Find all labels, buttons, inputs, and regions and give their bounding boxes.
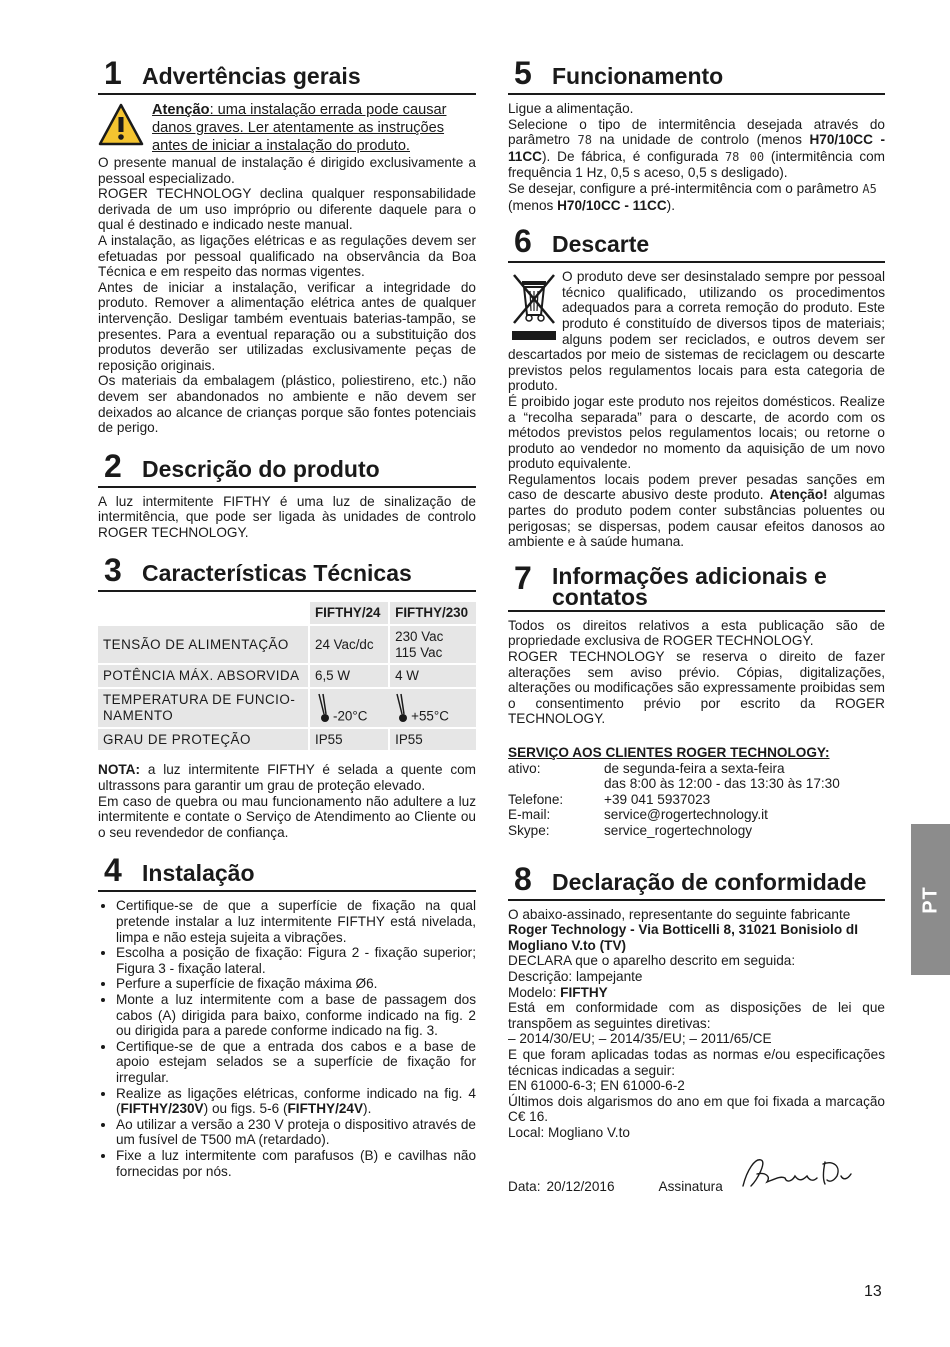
thermometer-high-icon (393, 692, 407, 724)
section-number: 4 (104, 852, 122, 889)
text: Regulamentos locais podem prever pesadas sanções em caso de descarte abusivo deste produto. (508, 471, 885, 503)
min-temperature: -20°C (333, 708, 368, 724)
cell-value: 24 Vac/dc (308, 626, 388, 663)
paragraph: Em caso de quebra ou mau funcionamento não adultere a luz intermitente e contate o Serviço de Atendimento ao Cliente ou o seu revendedor de confiança. (98, 793, 476, 840)
paragraph: DECLARA que o aparelho descrito em seguida: (508, 953, 796, 969)
paragraph: Antes de iniciar a instalação, verificar a integridade do produto. Remover a alimentação elétrica antes de qualquer intervenção. Desligar também eventuais baterias-tampão, se presentes. Para a eventual reparação ou a substituição dos produtos deverão ser utilizadas exclusivamente peças de reposição originais. (98, 279, 476, 373)
contact-key: ativo: (508, 760, 541, 776)
signature-row (508, 1150, 885, 1194)
section-6-heading (508, 223, 885, 263)
table-row (98, 665, 476, 687)
model-bold: H70/10CC - 11CC (557, 197, 667, 213)
section-title: Informações adicionais e contatos (552, 562, 827, 610)
phone-number: +39 041 5937023 (604, 791, 711, 807)
list-item (116, 1086, 476, 1117)
paragraph: O presente manual de instalação é dirigido exclusivamente a pessoal especializado. (98, 155, 476, 186)
contact-value: de segunda-feira a sexta-feira (604, 760, 785, 776)
text: ). (363, 1101, 372, 1117)
list-item: • Ao utilizar a versão a 230 V proteja o dispositivo através de um fusível de T500 mA (retardado). (116, 1117, 476, 1148)
warning-block (98, 101, 476, 155)
list-item: • Monte a luz intermitente com a base de passagem dos cabos (A) dirigida para baixo, conforme indicado na fig. 2 ou dirigida para a parede conforme indicado na fig. 3. (116, 992, 476, 1039)
text: Modelo: (508, 984, 561, 1000)
signature-label: Assinatura (658, 1178, 723, 1194)
cell-value: IP55 (388, 729, 476, 751)
section-number: 8 (514, 860, 532, 897)
section-number: 7 (514, 559, 532, 596)
table-row (98, 626, 476, 663)
section-title: Instalação (142, 860, 255, 887)
service-title: SERVIÇO AOS CLIENTES ROGER TECHNOLOGY: (508, 745, 830, 760)
model-bold: FIFTHY/24V (287, 1101, 364, 1117)
paragraph: Descrição: lampejante (508, 968, 643, 984)
paragraph: O abaixo-assinado, representante do seguinte fabricante (508, 906, 851, 922)
paragraph: E que foram aplicadas todas as normas e/ou especificações técnicas indicadas a seguir: (508, 1046, 885, 1078)
installation-list (98, 898, 476, 1179)
table-header-row (98, 602, 476, 624)
text: ). De fábrica, é configurada (542, 148, 719, 164)
thermometer-low-icon (315, 692, 329, 724)
warning-icon (98, 101, 144, 149)
text: Selecione o tipo de intermitência desejada através do parâmetro (508, 116, 885, 148)
list-item: • Certifique-se de que a entrada dos cabos e a base de apoio estejam selados se a superfície de fixação for irregular. (116, 1039, 476, 1086)
note (98, 762, 476, 793)
paragraph: Ligue a alimentação. (508, 101, 634, 116)
warning-text (152, 101, 476, 155)
paragraph: A luz intermitente FIFTHY é uma luz de sinalização de intermitência, que pode ser ligada às unidades de controlo ROGER TECHNOLOGY. (98, 493, 476, 540)
paragraph: Local: Mogliano V.to (508, 1124, 630, 1140)
paragraph: O produto deve ser desinstalado sempre por pessoal técnico qualificado, utilizando os procedimentos adequados para a correta remoção do produto. Este produto é constituído de diversos tipos de materiais; alguns podem ser reciclados, e outros devem ser descartados por meio de sistemas de reciclagem ou descarte previstos pelos regulamentos locais para esta categoria de produto. (508, 269, 885, 394)
model-bold: H70/10CC - 11CC (508, 132, 885, 164)
model-bold: FIFTHY/230V (120, 1101, 204, 1117)
paragraph: Está em conformidade com as disposições de lei que transpõem as seguintes diretivas: (508, 1000, 885, 1031)
text: (intermitência com frequência 1 Hz, 0,5 s aceso, 0,5 s desligado). (508, 148, 886, 181)
note-label: NOTA: (98, 762, 141, 778)
cell-value: 6,5 W (308, 665, 388, 687)
cell-value: 4 W (388, 665, 476, 687)
left-column (98, 55, 476, 1179)
section-number: 1 (104, 55, 122, 91)
language-code: PT (919, 885, 941, 914)
contact-key (508, 776, 604, 792)
cell-line: 230 Vac (395, 629, 444, 645)
contact-value: das 8:00 às 12:00 - das 13:30 às 17:30 (604, 776, 840, 792)
section-title: Descrição do produto (142, 455, 380, 482)
paragraph (508, 181, 885, 213)
handwritten-signature (737, 1150, 857, 1194)
paragraph: Todos os direitos relativos a esta publicação são de propriedade exclusiva de ROGER TECHNOLOGY. (508, 617, 885, 649)
text: algumas partes do produto podem conter substâncias poluentes ou perigosas; se dispersas, podem causar efeitos danosos ao ambiente e à saúde humana. (508, 487, 885, 550)
cell-value: IP55 (308, 729, 388, 751)
cell-value (388, 689, 476, 727)
disposal-block (508, 269, 885, 394)
parameter-code: 78 (577, 133, 592, 148)
warning-bold: Atenção (152, 102, 210, 118)
list-item: • Certifique-se de que a superfície de fixação na qual pretende instalar a luz intermitente FIFTHY está nivelada, limpa e não esteja sujeita a vibrações. (116, 898, 476, 945)
section-1-heading (98, 55, 476, 95)
list-item: • Perfure a superfície de fixação máxima Ø6. (116, 976, 476, 992)
section-number: 3 (104, 552, 122, 589)
text: Realize as ligações elétricas, conforme indicado na fig. 4 ( (116, 1085, 476, 1117)
paragraph (508, 985, 885, 1001)
row-label: TENSÃO DE ALIMENTAÇÃO (98, 626, 308, 663)
cell-line: 115 Vac (395, 644, 443, 660)
paragraph: ROGER TECHNOLOGY declina qualquer responsabilidade derivada de um uso impróprio ou diferente daquele para o qual é destinado e indicado neste manual. (98, 186, 476, 233)
section-5-heading (508, 55, 885, 95)
section-title: Funcionamento (552, 63, 724, 89)
section-3-heading (98, 552, 476, 592)
model-bold: FIFTHY (560, 984, 608, 1000)
paragraph: Os materiais da embalagem (plástico, poliestireno, etc.) não devem ser abandonados no ambiente e não devem ser deixados ao alcance de crianças porque são fontes potenciais de perigo. (98, 373, 476, 436)
note-text: a luz intermitente FIFTHY é selada a quente com ultrassons para garantir um grau de proteção elevado. (98, 762, 476, 794)
paragraph: A instalação, as ligações elétricas e as regulações devem ser efetuadas por pessoal qualificado na observância da Boa Técnica e em respeito das normas vigentes. (98, 232, 476, 280)
service-contacts (508, 761, 885, 839)
text: ). (666, 197, 675, 213)
section-title: Características Técnicas (142, 560, 412, 587)
contact-key: Telefone: (508, 791, 564, 807)
paragraph: ROGER TECHNOLOGY se reserva o direito de fazer alterações sem aviso prévio. Cópias, digitalizações, alterações ou modificações são expressamente proibidas sem o consentimento prévio por escrito da ROGER TECHNOLOGY. (508, 649, 885, 727)
table-row (98, 729, 476, 751)
text: na unidade de controlo (menos (599, 132, 802, 148)
parameter-value: 78 00 (724, 149, 765, 164)
warning-rest: : uma instalação errada pode causar danos graves. Ler atentamente as instruções antes de iniciar a instalação do produto. (152, 102, 447, 154)
date-value: 20/12/2016 (546, 1178, 615, 1194)
column-header: FIFTHY/230 (388, 602, 476, 624)
text: Se desejar, configure a pré-intermitência com o parâmetro (508, 180, 859, 196)
text: ) ou figs. 5-6 ( (203, 1101, 288, 1117)
row-label: POTÊNCIA MÁX. ABSORVIDA (98, 665, 308, 687)
table-row (98, 689, 476, 727)
paragraph: Últimos dois algarismos do ano em que foi fixada a marcação C€ 16. (508, 1093, 885, 1125)
cell-value (388, 626, 476, 663)
paragraph: – 2014/30/EU; – 2014/35/EU; – 2011/65/CE (508, 1031, 772, 1047)
contact-key: Skype: (508, 822, 550, 838)
paragraph (508, 117, 885, 181)
max-temperature: +55°C (411, 708, 449, 724)
paragraph: É proibido jogar este produto nos rejeitos domésticos. Realize a “recolha separada” para o descarte, de acordo com os métodos previstos pelos regulamentos locais; ou retorne o produto ao vendedor no momento da aquisição de um novo produto equivalente. (508, 393, 885, 472)
page-number: 13 (864, 1283, 882, 1300)
section-number: 5 (514, 55, 532, 91)
column-header: FIFTHY/24 (308, 602, 388, 624)
specs-table (98, 600, 476, 752)
section-title: Descarte (552, 231, 650, 258)
section-title: Declaração de conformidade (552, 868, 867, 895)
parameter-code: A5 (862, 181, 877, 196)
list-item: • Fixe a luz intermitente com parafusos (B) e cavilhas não fornecidas por nós. (116, 1148, 476, 1179)
section-7-heading (508, 560, 885, 612)
text: (menos (508, 197, 554, 213)
paragraph (508, 472, 885, 550)
attention-bold: Atenção! (769, 487, 828, 503)
section-8-heading (508, 861, 885, 901)
row-label: TEMPERATURA DE FUNCIO-NAMENTO (98, 689, 308, 727)
cell-value (308, 689, 388, 727)
language-tab (911, 824, 950, 975)
email-address: service@rogertechnology.it (604, 807, 768, 823)
section-2-heading (98, 448, 476, 488)
contact-key: E-mail: (508, 807, 551, 823)
list-item: • Escolha a posição de fixação: Figura 2 - fixação superior; Figura 3 - fixação lateral. (116, 945, 476, 976)
crossed-bin-icon (508, 271, 560, 343)
right-column (508, 55, 885, 1194)
section-number: 6 (514, 223, 532, 260)
manufacturer-address: Roger Technology - Via Botticelli 8, 31021 Bonisiolo dI Mogliano V.to (TV) (508, 922, 858, 953)
skype-id: service_rogertechnology (604, 822, 753, 838)
section-title: Advertências gerais (142, 63, 361, 89)
row-label: GRAU DE PROTEÇÃO (98, 729, 308, 751)
date-label: Data: (508, 1178, 541, 1194)
section-4-heading (98, 852, 476, 892)
paragraph: EN 61000-6-3; EN 61000-6-2 (508, 1078, 685, 1094)
section-number: 2 (104, 447, 122, 484)
